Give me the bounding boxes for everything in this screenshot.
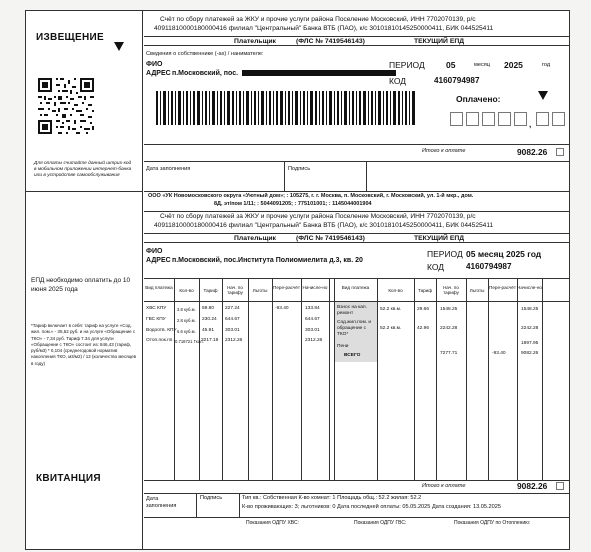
- month-word: месяц: [474, 62, 490, 68]
- service-name: ХВС КПУ: [146, 306, 167, 311]
- arrow-down-icon-2: [538, 91, 548, 100]
- decimal-comma: ,: [529, 120, 532, 129]
- col-header: Вид платежа: [145, 285, 173, 290]
- paid-label: Оплачено:: [456, 94, 501, 104]
- col-line: [517, 279, 518, 481]
- recalc: -93.40: [492, 351, 506, 356]
- col-line: [272, 279, 273, 481]
- col-line: [488, 279, 489, 481]
- amount-cell[interactable]: [498, 112, 511, 126]
- account-number: (ФЛС № 7419546143): [296, 235, 365, 242]
- accrued: 303.01: [305, 328, 320, 333]
- code-value: 4160794987: [434, 76, 480, 85]
- address-value: п.Московский, пос.Института Полиомиелита д.3, кв. 20: [172, 257, 363, 264]
- col-line: [301, 279, 302, 481]
- fio-label: ФИО: [146, 248, 163, 255]
- tariff: 42.96: [417, 326, 430, 331]
- address-value: п.Московский, пос.: [172, 70, 239, 77]
- period-value: 05 месяц 2025 год: [466, 249, 542, 259]
- col-header: Пере-расчёт: [273, 285, 300, 290]
- total-value: 9082.26: [517, 481, 548, 491]
- col-header: Льготы: [469, 288, 485, 293]
- fill-date-label: Дата заполнения: [146, 166, 191, 172]
- right-column: [144, 11, 569, 549]
- provider-line2: 8Д, эт/пом 1/11; : 5044091205; : 775101001; : 1145044001904: [214, 201, 372, 207]
- payer-label: Плательщик: [234, 38, 276, 45]
- charge: 2312.26: [225, 338, 243, 343]
- kopeck-cell[interactable]: [552, 112, 565, 126]
- charges-table: [144, 278, 569, 480]
- col-header: Вид платежа: [341, 285, 370, 290]
- col-header: Начисле-но: [302, 285, 328, 290]
- account-number: (ФЛС № 7419546143): [296, 38, 365, 45]
- col-header: Начисле-но: [517, 285, 542, 290]
- qr-instruction: Для оплаты считайте данный штрих-код в мобильном приложении интернет-банка или в устройстве самообслуживания: [34, 161, 132, 179]
- service-name: Взнос на кап. ремонт: [337, 305, 367, 316]
- receipt-header-line2: 40911810000180000416 филиал "Центральный" Банка ВТБ (ПАО), к/с 30101810145250000411, БИК 044525411: [154, 222, 494, 229]
- divider: [144, 493, 569, 494]
- qr-code-icon[interactable]: [36, 67, 96, 145]
- col-line: [414, 279, 415, 481]
- epd-document: [25, 10, 570, 550]
- quantity: 3.8 куб.м.: [177, 307, 196, 312]
- redacted-address: [242, 70, 396, 76]
- col-line: [329, 279, 330, 481]
- tariff: 59.80: [202, 306, 215, 311]
- tariff: 230.24: [202, 317, 217, 322]
- divider: [144, 191, 569, 192]
- total-label: Итого к оплате: [422, 148, 466, 154]
- charge: 7277.71: [440, 351, 458, 356]
- col-line: [222, 279, 223, 481]
- col-header: Тариф: [417, 288, 433, 293]
- accrued: 2242.28: [521, 326, 539, 331]
- period-year: 2025: [504, 60, 523, 70]
- col-line: [466, 279, 467, 481]
- code-value: 4160794987: [466, 262, 512, 271]
- col-header: Тариф: [203, 288, 218, 293]
- tariff-footnote: *Тариф включает в себя: тариф на услуге «Сод. жил. пом.» - 35,62 руб. и на услуге «Обращение с ТКО» - 7,34 руб. Тариф 7.34 для услуги «Обращение с ТКО» состоит из: 846,43 (тариф, руб/м3) * 0,104 (среднегодовой норматив накопления ТКО, м3/м2) / 12 (количество месяцев в году): [31, 323, 137, 366]
- code-label: КОД: [427, 262, 445, 272]
- period-month: 05: [446, 60, 456, 70]
- divider: [144, 211, 569, 212]
- quantity: 0.718721 Гкал.: [175, 339, 204, 344]
- charge: 1548.25: [440, 307, 458, 312]
- fill-date-label: Дата заполнения: [146, 496, 177, 510]
- address-label: АДРЕС: [146, 70, 171, 77]
- quantity: 52.2 кв.м.: [380, 307, 402, 312]
- provider-line1: ООО «УК Новомосковского округа «Уютный дом»; : 105275, г. г. Москва, п. Московский, г. Московский, ул. 1-й мкр., дом.: [148, 193, 474, 199]
- receipt-header-line1: Счёт по сбору платежей за ЖКУ и прочие услуги района Поселение Московский, ИНН 7702070139, р/с: [160, 213, 476, 220]
- kopeck-cell[interactable]: [536, 112, 549, 126]
- col-line: [377, 279, 378, 481]
- charge: 227.24: [225, 306, 240, 311]
- receipt-payer-bar: [144, 233, 569, 243]
- barcode-icon: [156, 91, 416, 125]
- tariff: 45.91: [202, 328, 215, 333]
- divider: [144, 517, 569, 518]
- amount-cell[interactable]: [466, 112, 479, 126]
- divider: [196, 493, 197, 517]
- paid-kopeck-cells[interactable]: [536, 112, 565, 126]
- accrued: 1548.25: [521, 307, 539, 312]
- col-line: [436, 279, 437, 481]
- meter-gvs: Показания ОДПУ ГВС:: [354, 520, 407, 526]
- divider: [144, 480, 569, 481]
- col-header: Нач. по тарифу: [443, 285, 459, 296]
- quantity: 52.2 кв.м.: [380, 326, 402, 331]
- divider: [144, 161, 569, 162]
- payer-label: Плательщик: [234, 235, 276, 242]
- code-label: КОД: [389, 76, 407, 86]
- service-name: Сод.жил.пом. и обращение с ТКО*: [337, 320, 372, 337]
- divider: [144, 144, 569, 145]
- col-line: [199, 279, 200, 481]
- col-line: [174, 279, 175, 481]
- divider: [284, 161, 285, 191]
- amount-cell[interactable]: [482, 112, 495, 126]
- service-name: Водоотв. КПУ: [146, 328, 177, 333]
- paid-amount-cells[interactable]: [450, 112, 527, 126]
- left-divider: [26, 191, 143, 192]
- service-name: Пени: [337, 344, 349, 349]
- tariff: 3217.19: [201, 338, 219, 343]
- fio-label: ФИО: [146, 61, 163, 68]
- apartment-info-2: К-во проживающих: 3; льготников: 0 Дата последней оплаты: 05.05.2025 Дата создания: 13.05.2025: [242, 504, 501, 510]
- meter-heat: Показания ОДПУ по Отоплению:: [454, 520, 531, 526]
- address-label: АДРЕС: [146, 257, 171, 264]
- amount-cell[interactable]: [450, 112, 463, 126]
- service-name: ГВС КПУ: [146, 317, 166, 322]
- period-label: ПЕРИОД: [389, 60, 425, 70]
- arrow-down-icon: [114, 42, 124, 51]
- divider: [239, 493, 240, 517]
- receipt-title: КВИТАНЦИЯ: [36, 473, 101, 484]
- epd-label: ТЕКУЩИЙ ЕПД: [414, 38, 465, 45]
- accrued: 1897.95: [521, 341, 539, 346]
- notice-payer-bar: [144, 36, 569, 46]
- total-value: 9082.26: [517, 147, 548, 157]
- signature-label: Подпись: [288, 166, 311, 172]
- quantity: 6.6 куб.м.: [177, 329, 196, 334]
- meter-hvs: Показания ОДПУ ХВС:: [246, 520, 299, 526]
- tariff: 29.66: [417, 307, 430, 312]
- accrued: 9082.26: [521, 351, 539, 356]
- charge: 303.01: [225, 328, 240, 333]
- col-header: Кол-во: [388, 288, 403, 293]
- accrued: 644.67: [305, 317, 320, 322]
- charge: 2242.28: [440, 326, 458, 331]
- col-header: Льготы: [252, 288, 268, 293]
- left-column: [26, 11, 143, 549]
- divider: [366, 161, 367, 191]
- total-row-label: ВСЕГО: [344, 353, 361, 358]
- charge: 644.67: [225, 317, 240, 322]
- payment-due-text: ЕПД необходимо оплатить до 10 июня 2025 года: [31, 277, 131, 293]
- service-name: Отоп.пок.пп.: [146, 338, 174, 343]
- total-label: Итого к оплате: [422, 483, 466, 489]
- checkbox[interactable]: [556, 482, 564, 490]
- col-header: Нач. по тарифу: [227, 285, 243, 296]
- col-header: Пере-расчёт: [489, 285, 516, 290]
- col-line: [248, 279, 249, 481]
- col-header: Кол-во: [179, 288, 194, 293]
- notice-header-line2: 40911810000180000416 филиал "Центральный" Банка ВТБ (ПАО), к/с 30101810145250000411, БИК 044525411: [154, 25, 494, 32]
- col-line: [542, 279, 543, 481]
- amount-cell[interactable]: [514, 112, 527, 126]
- accrued: 133.84: [305, 306, 320, 311]
- owner-info-label: Сведения о собственнике (-ах) / нанимателе:: [146, 51, 264, 57]
- quantity: 2.8 куб.м.: [177, 318, 196, 323]
- epd-label: ТЕКУЩИЙ ЕПД: [414, 235, 465, 242]
- notice-title: ИЗВЕЩЕНИЕ: [36, 32, 104, 43]
- accrued: 2312.26: [305, 338, 323, 343]
- recalc: -93.40: [275, 306, 289, 311]
- year-word: год: [542, 62, 551, 68]
- period-label: ПЕРИОД: [427, 249, 463, 259]
- signature-label: Подпись: [200, 495, 223, 501]
- apartment-info-1: Тип кв.: Собственная К-во комнат: 1 Площадь общ.: 52.2 жилая: 52.2: [242, 495, 422, 501]
- checkbox[interactable]: [556, 148, 564, 156]
- notice-header-line1: Счёт по сбору платежей за ЖКУ и прочие услуги района Поселение Московский, ИНН 7702070139, р/с: [160, 16, 476, 23]
